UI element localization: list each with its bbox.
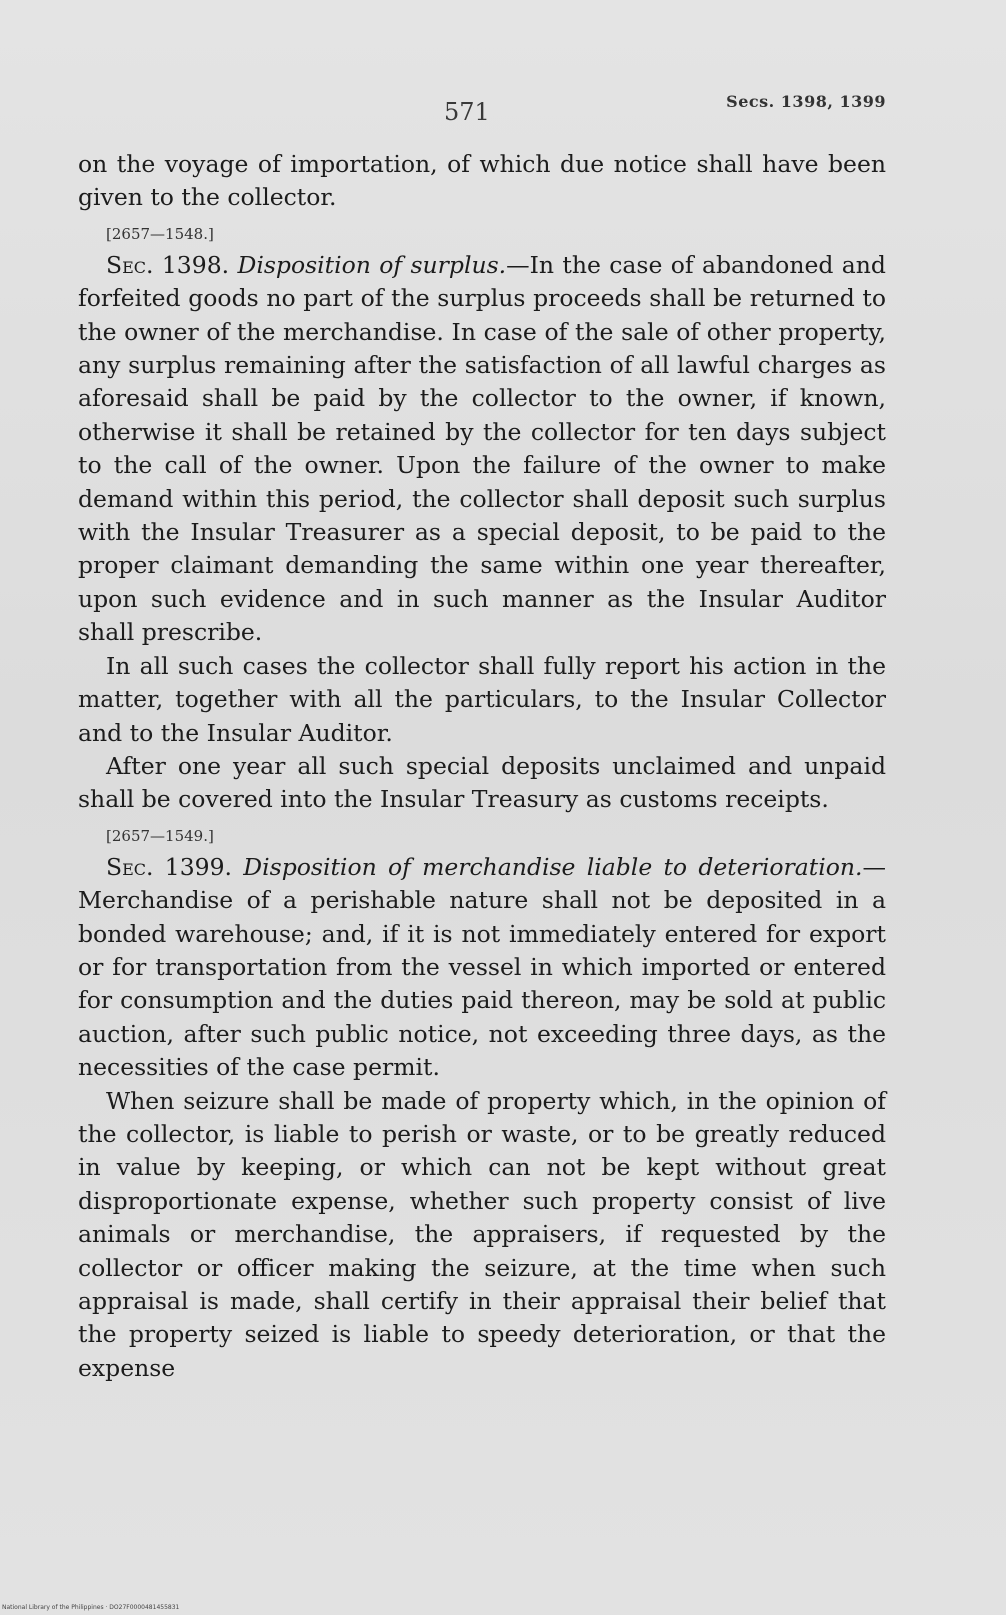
section-1398 <box>78 249 886 650</box>
section-1399 <box>78 851 886 1085</box>
citation-1549: [2657—1549.] <box>106 826 214 845</box>
running-head: Secs. 1398, 1399 <box>726 92 886 111</box>
body-text <box>78 148 886 1385</box>
section-number-1398: Sec. 1398. <box>106 250 230 279</box>
page-header <box>78 90 886 130</box>
section-title-1399: Disposition of merchandise liable to deterioration. <box>243 852 863 881</box>
citation-1548: [2657—1548.] <box>106 224 214 243</box>
continuation-paragraph: on the voyage of importation, of which due notice shall have been given to the collector. <box>78 150 886 212</box>
paragraph-unclaimed: After one year all such special deposits unclaimed and unpaid shall be covered into the Insular Treasury as customs receipts. <box>78 751 886 814</box>
section-text-1399: —Merchandise of a perishable nature shall not be deposited in a bonded warehouse; and, if it is not immediately entered for export or for transportation from the vessel in which imported or entered for consumption and the duties paid thereon, may be sold at public auction, after such public notice, not exceeding three days, as the necessities of the case permit. <box>78 852 886 1082</box>
section-text-1398: —In the case of abandoned and forfeited goods no part of the surplus proceeds shall be returned to the owner of the merchandise. In case of the sale of other property, any surplus remaining after the satisfaction of all lawful charges as aforesaid shall be paid by the collector to the owner, if known, otherwise it shall be retained by the collector for ten days subject to the call of the owner. Upon the failure of the owner to make demand within this period, the collector shall deposit such surplus with the Insular Treasurer as a special deposit, to be paid to the proper claimant demanding the same within one year thereafter, upon such evidence and in such manner as the Insular Auditor shall prescribe. <box>78 250 886 647</box>
paragraph-report: In all such cases the collector shall fully report his action in the matter, together with all the particulars, to the Insular Collector and to the Insular Auditor. <box>78 651 886 747</box>
section-number-1399: Sec. 1399. <box>106 852 233 881</box>
paragraph-seizure: When seizure shall be made of property which, in the opinion of the collector, is liable to perish or waste, or to be greatly reduced in value by keeping, or which can not be kept without great disproportionate expense, whether such property consist of live animals or merchandise, the appraisers, if requested by the collector or officer making the seizure, at the time when such appraisal is made, shall certify in their appraisal their belief that the property seized is liable to speedy deterioration, or that the expense <box>78 1086 886 1382</box>
section-title-1398: Disposition of surplus. <box>237 250 507 279</box>
page-number: 571 <box>444 98 490 126</box>
scan-credit: National Library of the Philippines · DO27F0000481455831 <box>2 1604 180 1611</box>
